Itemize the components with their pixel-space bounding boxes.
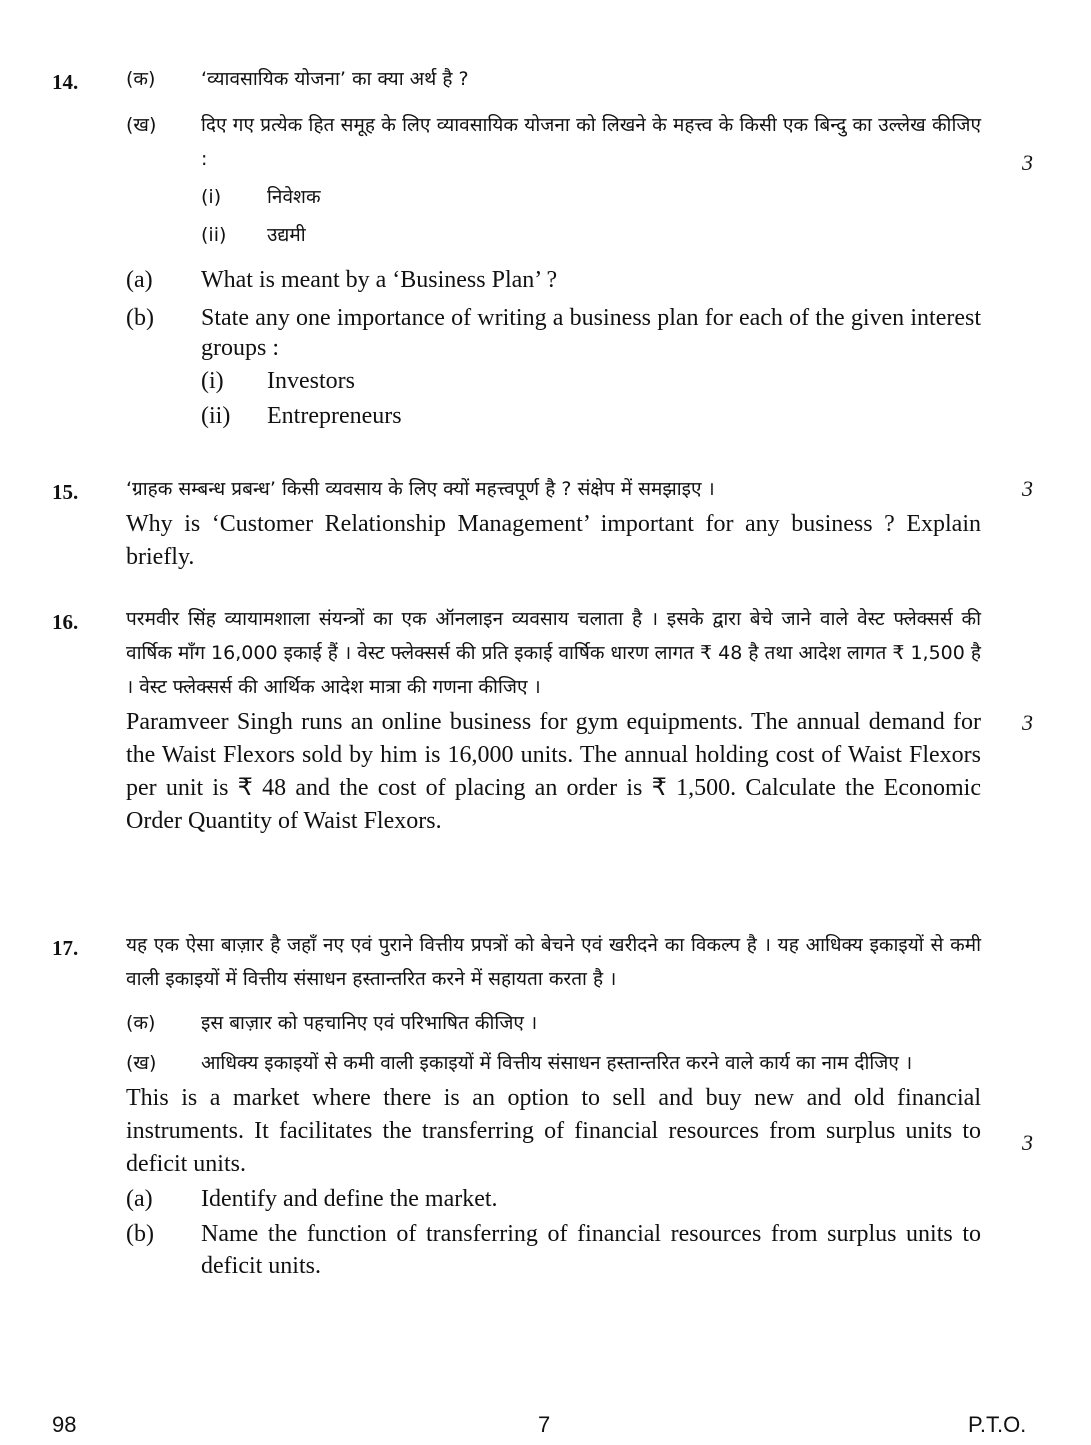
part-text: दिए गए प्रत्येक हित समूह के लिए व्यावसायिक योजना को लिखने के महत्त्व के किसी एक बिन्दु का उल्लेख कीजिए :	[201, 114, 981, 170]
part-label: (b)	[126, 1221, 154, 1247]
subpart-text: Entrepreneurs	[267, 403, 402, 429]
part-text: इस बाज़ार को पहचानिए एवं परिभाषित कीजिए ।	[201, 1012, 538, 1034]
marks: 3	[1022, 150, 1033, 175]
part-text: आधिक्य इकाइयों से कमी वाली इकाइयों में वित्तीय संसाधन हस्तान्तरित करने वाले कार्य का नाम दीजिए ।	[201, 1052, 913, 1074]
marks: 3	[1022, 1130, 1033, 1155]
part-label: (a)	[126, 1186, 153, 1212]
part-text: State any one importance of writing a business plan for each of the given interest groups :	[201, 305, 981, 361]
pto-label: P.T.O.	[968, 1412, 1027, 1437]
part-b-english	[126, 303, 981, 363]
part-b-hindi	[126, 1046, 981, 1080]
marks: 3	[1022, 710, 1033, 735]
part-a-english	[126, 1183, 981, 1216]
part-text: What is meant by a ‘Business Plan’ ?	[201, 267, 558, 293]
subpart-ii-english	[126, 400, 981, 433]
part-label: (क)	[126, 68, 156, 90]
part-b-hindi	[126, 108, 981, 176]
part-label: (क)	[126, 1012, 156, 1034]
part-text: Name the function of transferring of financial resources from surplus units to deficit units.	[201, 1221, 981, 1279]
marks: 3	[1022, 476, 1033, 501]
part-b-english	[126, 1218, 981, 1282]
subpart-text: निवेशक	[267, 186, 321, 208]
question-text-english: Paramveer Singh runs an online business for gym equipments. The annual demand for the Waist Flexors sold by him is 16,000 units. The annual holding cost of Waist Flexors per unit is ₹ 48 and the cost of placing an order is ₹ 1,500. Calculate the Economic Order Quantity of Waist Flexors.	[126, 709, 981, 834]
question-text-english: Why is ‘Customer Relationship Management’ important for any business ? Explain briefly.	[126, 511, 981, 570]
page-number: 7	[538, 1412, 551, 1437]
part-label: (ख)	[126, 1052, 157, 1074]
subpart-label: (ii)	[201, 224, 227, 246]
part-label: (a)	[126, 267, 153, 293]
subpart-text: उद्यमी	[267, 224, 306, 246]
subpart-i-hindi	[126, 180, 981, 214]
subpart-label: (i)	[201, 368, 224, 394]
subpart-label: (ii)	[201, 403, 231, 429]
subpart-ii-hindi	[126, 218, 981, 252]
question-text-hindi: परमवीर सिंह व्यायामशाला संयन्त्रों का एक ऑनलाइन व्यवसाय चलाता है । इसके द्वारा बेचे जाने वाले वेस्ट फ्लेक्सर्स की वार्षिक माँग 16,000 इकाई हैं । वेस्ट फ्लेक्सर्स की प्रति इकाई वार्षिक धारण लागत ₹ 48 है तथा आदेश लागत ₹ 1,500 है । वेस्ट फ्लेक्सर्स की आर्थिक आदेश मात्रा की गणना कीजिए ।	[126, 608, 981, 698]
paper-code: 98	[52, 1412, 77, 1437]
intro-hindi: यह एक ऐसा बाज़ार है जहाँ नए एवं पुराने वित्तीय प्रपत्रों को बेचने एवं खरीदने का विकल्प है । यह आधिक्य इकाइयों से कमी वाली इकाइयों में वित्तीय संसाधन हस्तान्तरित करने में सहायता करता है ।	[126, 934, 981, 990]
intro-english: This is a market where there is an option to sell and buy new and old financial instruments. It facilitates the transferring of financial resources from surplus units to deficit units.	[126, 1085, 981, 1177]
subpart-label: (i)	[201, 186, 222, 208]
question-number: 16.	[52, 610, 79, 634]
part-a-hindi	[126, 62, 981, 96]
question-number: 15.	[52, 480, 79, 504]
part-a-english	[126, 264, 981, 297]
question-number: 17.	[52, 936, 79, 960]
part-label: (ख)	[126, 114, 157, 136]
part-text: ‘व्यावसायिक योजना’ का क्या अर्थ है ?	[201, 68, 469, 90]
part-text: Identify and define the market.	[201, 1186, 498, 1212]
part-label: (b)	[126, 305, 154, 331]
subpart-text: Investors	[267, 368, 355, 394]
question-number: 14.	[52, 70, 79, 94]
subpart-i-english	[126, 365, 981, 398]
question-text-hindi: ‘ग्राहक सम्बन्ध प्रबन्ध’ किसी व्यवसाय के लिए क्यों महत्त्वपूर्ण है ? संक्षेप में समझाइए ।	[126, 478, 715, 500]
part-a-hindi	[126, 1006, 981, 1040]
